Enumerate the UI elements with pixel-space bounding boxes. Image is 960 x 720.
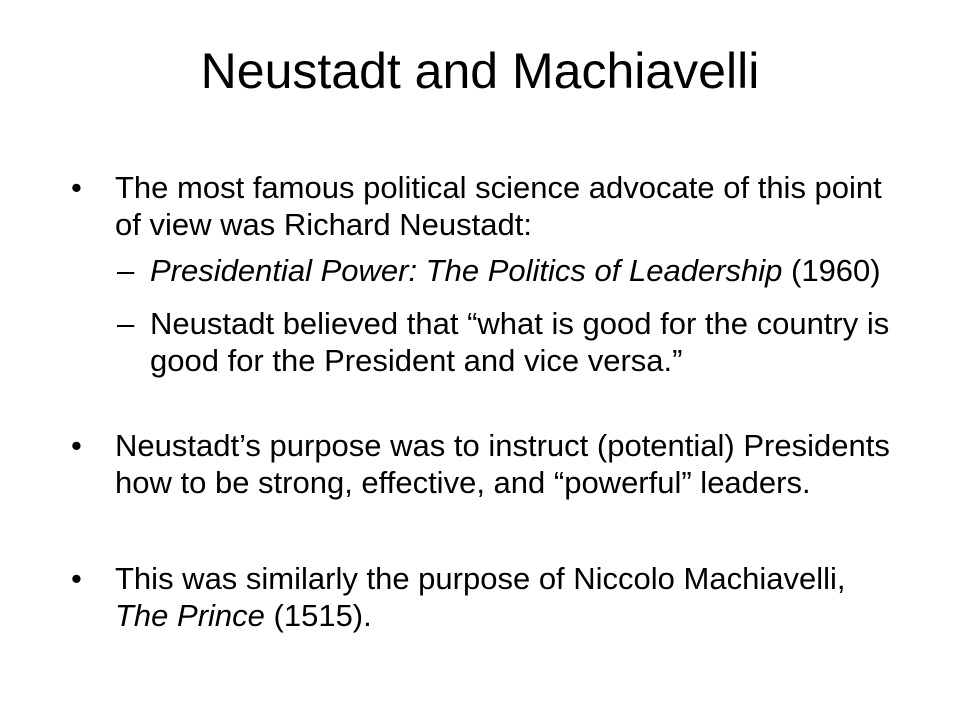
sub-bullet-line: good for the President and vice versa.” [150, 343, 683, 378]
bullet-text [115, 560, 845, 635]
dash-marker: – [117, 305, 135, 341]
bullet-line: of view was Richard Neustadt: [115, 207, 532, 242]
book-title: Presidential Power: The Politics of Leadership [150, 252, 783, 288]
bullet-line: Neustadt’s purpose was to instruct (potential) Presidents [115, 427, 890, 463]
bullet-marker: • [71, 560, 82, 596]
sub-bullet-text [150, 252, 881, 290]
sub-bullet-line [150, 252, 881, 290]
sub-bullet-line: Neustadt believed that “what is good for the country is [150, 305, 890, 341]
bullet-line: how to be strong, effective, and “powerful” leaders. [115, 465, 811, 500]
bullet-line: The most famous political science advocate of this point [115, 169, 882, 205]
bullet-text [115, 169, 882, 244]
publication-year: (1960) [782, 252, 881, 288]
slide-title: Neustadt and Machiavelli [200, 43, 760, 99]
book-title: The Prince [115, 598, 265, 633]
bullet-marker: • [71, 427, 82, 463]
sub-bullet-text [150, 305, 889, 380]
publication-year: (1515). [264, 598, 372, 633]
bullet-text [115, 427, 890, 502]
bullet-line [115, 597, 845, 635]
bullet-marker: • [71, 169, 82, 205]
dash-marker: – [117, 252, 135, 288]
bullet-line: This was similarly the purpose of Niccolo Machiavelli, [115, 560, 846, 596]
